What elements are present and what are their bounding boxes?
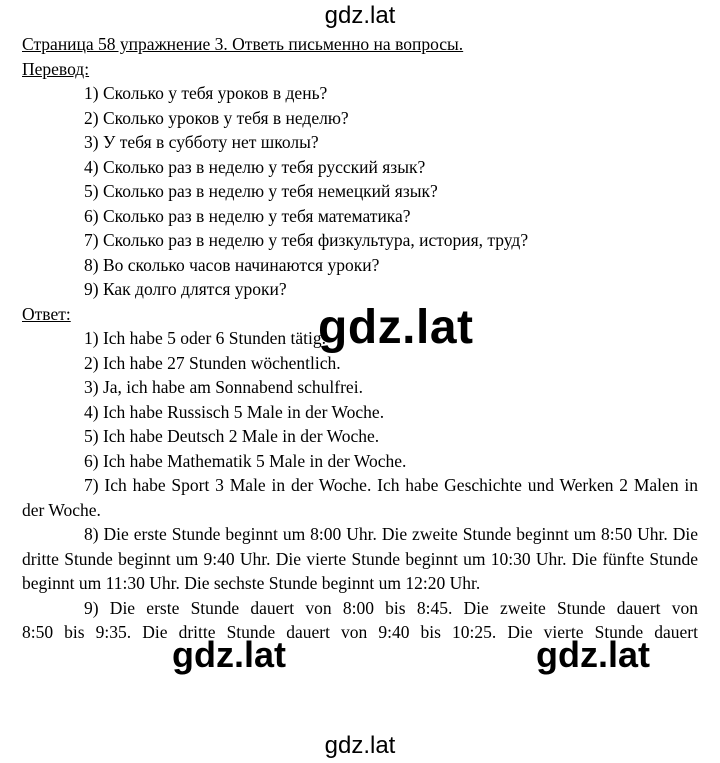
- watermark-lower-right: gdz.lat: [536, 634, 650, 675]
- answer-label: Ответ:: [22, 303, 71, 324]
- answer-item: 5) Ich habe Deutsch 2 Male in der Woche.: [84, 426, 380, 446]
- answer-item: 8) Die erste Stunde beginnt um 8:00 Uhr. Die zweite Stunde beginnt um 8:50 Uhr. Die dritte Stunde beginnt um 9:40 Uhr. Die vierte Stunde beginnt um 10:30 Uhr. Die fünfte Stunde beginnt um 11:30 Uhr. Die sechste Stunde beginnt um 12:20 Uhr.: [22, 524, 698, 593]
- answer-item: 6) Ich habe Mathematik 5 Male in der Woche.: [84, 450, 407, 471]
- answer-item: 1) Ich habe 5 oder 6 Stunden tätig.: [84, 328, 327, 348]
- question-item: 9) Как долго длятся уроки?: [84, 279, 287, 299]
- question-item: 4) Сколько раз в неделю у тебя русский язык?: [84, 156, 426, 177]
- question-item: 5) Сколько раз в неделю у тебя немецкий язык?: [84, 181, 438, 201]
- question-item: 7) Сколько раз в неделю у тебя физкультура, история, труд?: [84, 230, 529, 250]
- answer-item: 3) Ja, ich habe am Sonnabend schulfrei.: [84, 377, 363, 397]
- watermark-top: gdz.lat: [324, 2, 396, 29]
- answer-item: 9) Die erste Stunde dauert von 8:00 bis 8:45. Die zweite Stunde dauert von: [84, 597, 698, 618]
- watermark-bottom: gdz.lat: [324, 732, 396, 759]
- watermark-lower-left: gdz.lat: [172, 634, 286, 675]
- answer-item: 2) Ich habe 27 Stunden wöchentlich.: [84, 352, 341, 373]
- answer-item: 7) Ich habe Sport 3 Male in der Woche. Ich habe Geschichte und Werken 2 Malen in der Woche.: [22, 475, 698, 520]
- question-item: 6) Сколько раз в неделю у тебя математика?: [84, 205, 411, 226]
- question-item: 8) Во сколько часов начинаются уроки?: [84, 254, 380, 275]
- watermark-center: gdz.lat: [318, 301, 474, 354]
- question-item: 2) Сколько уроков у тебя в неделю?: [84, 107, 349, 128]
- translation-label: Перевод:: [22, 58, 90, 79]
- answer-item-continuation: 8:50 bis 9:35. Die dritte Stunde dauert von 9:40 bis 10:25. Die vierte Stunde dauert: [22, 622, 698, 642]
- answer-item: 4) Ich habe Russisch 5 Male in der Woche.: [84, 401, 385, 422]
- question-item: 1) Сколько у тебя уроков в день?: [84, 83, 328, 103]
- exercise-heading: Страница 58 упражнение 3. Ответь письменно на вопросы.: [22, 34, 464, 54]
- question-item: 3) У тебя в субботу нет школы?: [84, 132, 319, 152]
